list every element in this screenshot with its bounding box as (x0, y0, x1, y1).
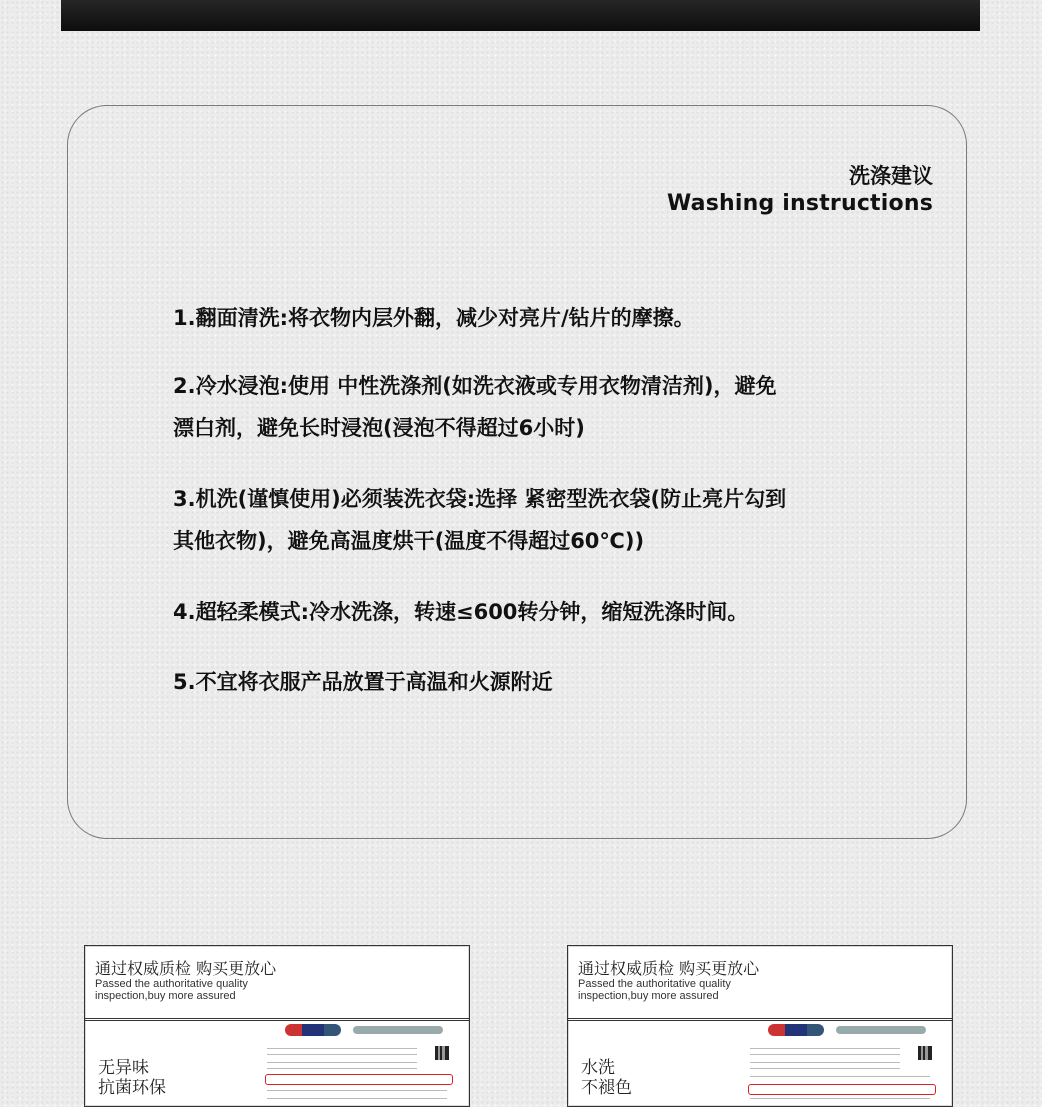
inspection-card-2 (567, 945, 953, 1107)
report-line (267, 1090, 447, 1091)
heading-zh: 洗涤建议 (849, 164, 933, 188)
instruction-item-2 (173, 365, 893, 449)
instruction-item-5 (173, 661, 893, 703)
card-feature (581, 1058, 632, 1098)
instruction-line: 5.不宜将衣服产品放置于高温和火源附近 (173, 670, 553, 694)
certification-logo-icon (285, 1024, 341, 1036)
report-line (750, 1098, 930, 1099)
lab-logo-icon (353, 1026, 443, 1034)
section-heading (667, 162, 933, 218)
feature-line: 水洗 (581, 1058, 615, 1078)
test-report-image (265, 1024, 451, 1106)
lab-logo-icon (836, 1026, 926, 1034)
instruction-line: 其他衣物)，避免高温度烘干(温度不得超过60℃)) (173, 529, 645, 553)
report-line (267, 1054, 417, 1055)
card-title: 通过权威质检 购买更放心 (578, 959, 760, 978)
report-line (267, 1048, 417, 1049)
report-line (750, 1068, 900, 1069)
qr-code-icon (435, 1046, 449, 1060)
instruction-line: 3.机洗(谨慎使用)必须装洗衣袋:选择 紧密型洗衣袋(防止亮片勾到 (173, 487, 787, 511)
report-line (267, 1068, 417, 1069)
instruction-item-3 (173, 478, 893, 562)
top-banner-bar (61, 0, 980, 31)
qr-code-icon (918, 1046, 932, 1060)
inspection-card-1 (84, 945, 470, 1107)
feature-line: 不褪色 (581, 1078, 632, 1098)
report-line (750, 1054, 900, 1055)
card-header (85, 946, 469, 1021)
report-highlight (748, 1084, 936, 1095)
report-line (750, 1062, 900, 1063)
report-highlight (265, 1074, 453, 1085)
certification-logo-icon (768, 1024, 824, 1036)
report-line (750, 1048, 900, 1049)
washing-instructions-panel (67, 105, 967, 839)
instruction-line: 1.翻面清洗:将衣物内层外翻，减少对亮片/钻片的摩擦。 (173, 306, 695, 330)
card-header (568, 946, 952, 1021)
card-subtitle: Passed the authoritative quality inspection,buy more assured (578, 978, 731, 1002)
feature-line: 抗菌环保 (98, 1078, 166, 1098)
report-line (267, 1062, 417, 1063)
instruction-line: 2.冷水浸泡:使用 中性洗涤剂(如洗衣液或专用衣物清洁剂)，避免 (173, 374, 777, 398)
card-subtitle: Passed the authoritative quality inspection,buy more assured (95, 978, 248, 1002)
card-feature (98, 1058, 166, 1098)
heading-en: Washing instructions (667, 191, 933, 216)
feature-line: 无异味 (98, 1058, 149, 1078)
instruction-item-1 (173, 297, 893, 339)
instruction-item-4 (173, 591, 893, 633)
report-line (750, 1076, 930, 1077)
test-report-image (748, 1024, 934, 1106)
instruction-line: 漂白剂，避免长时浸泡(浸泡不得超过6小时) (173, 416, 585, 440)
instruction-line: 4.超轻柔模式:冷水洗涤，转速≤600转分钟，缩短洗涤时间。 (173, 600, 749, 624)
card-title: 通过权威质检 购买更放心 (95, 959, 277, 978)
report-line (267, 1098, 447, 1099)
